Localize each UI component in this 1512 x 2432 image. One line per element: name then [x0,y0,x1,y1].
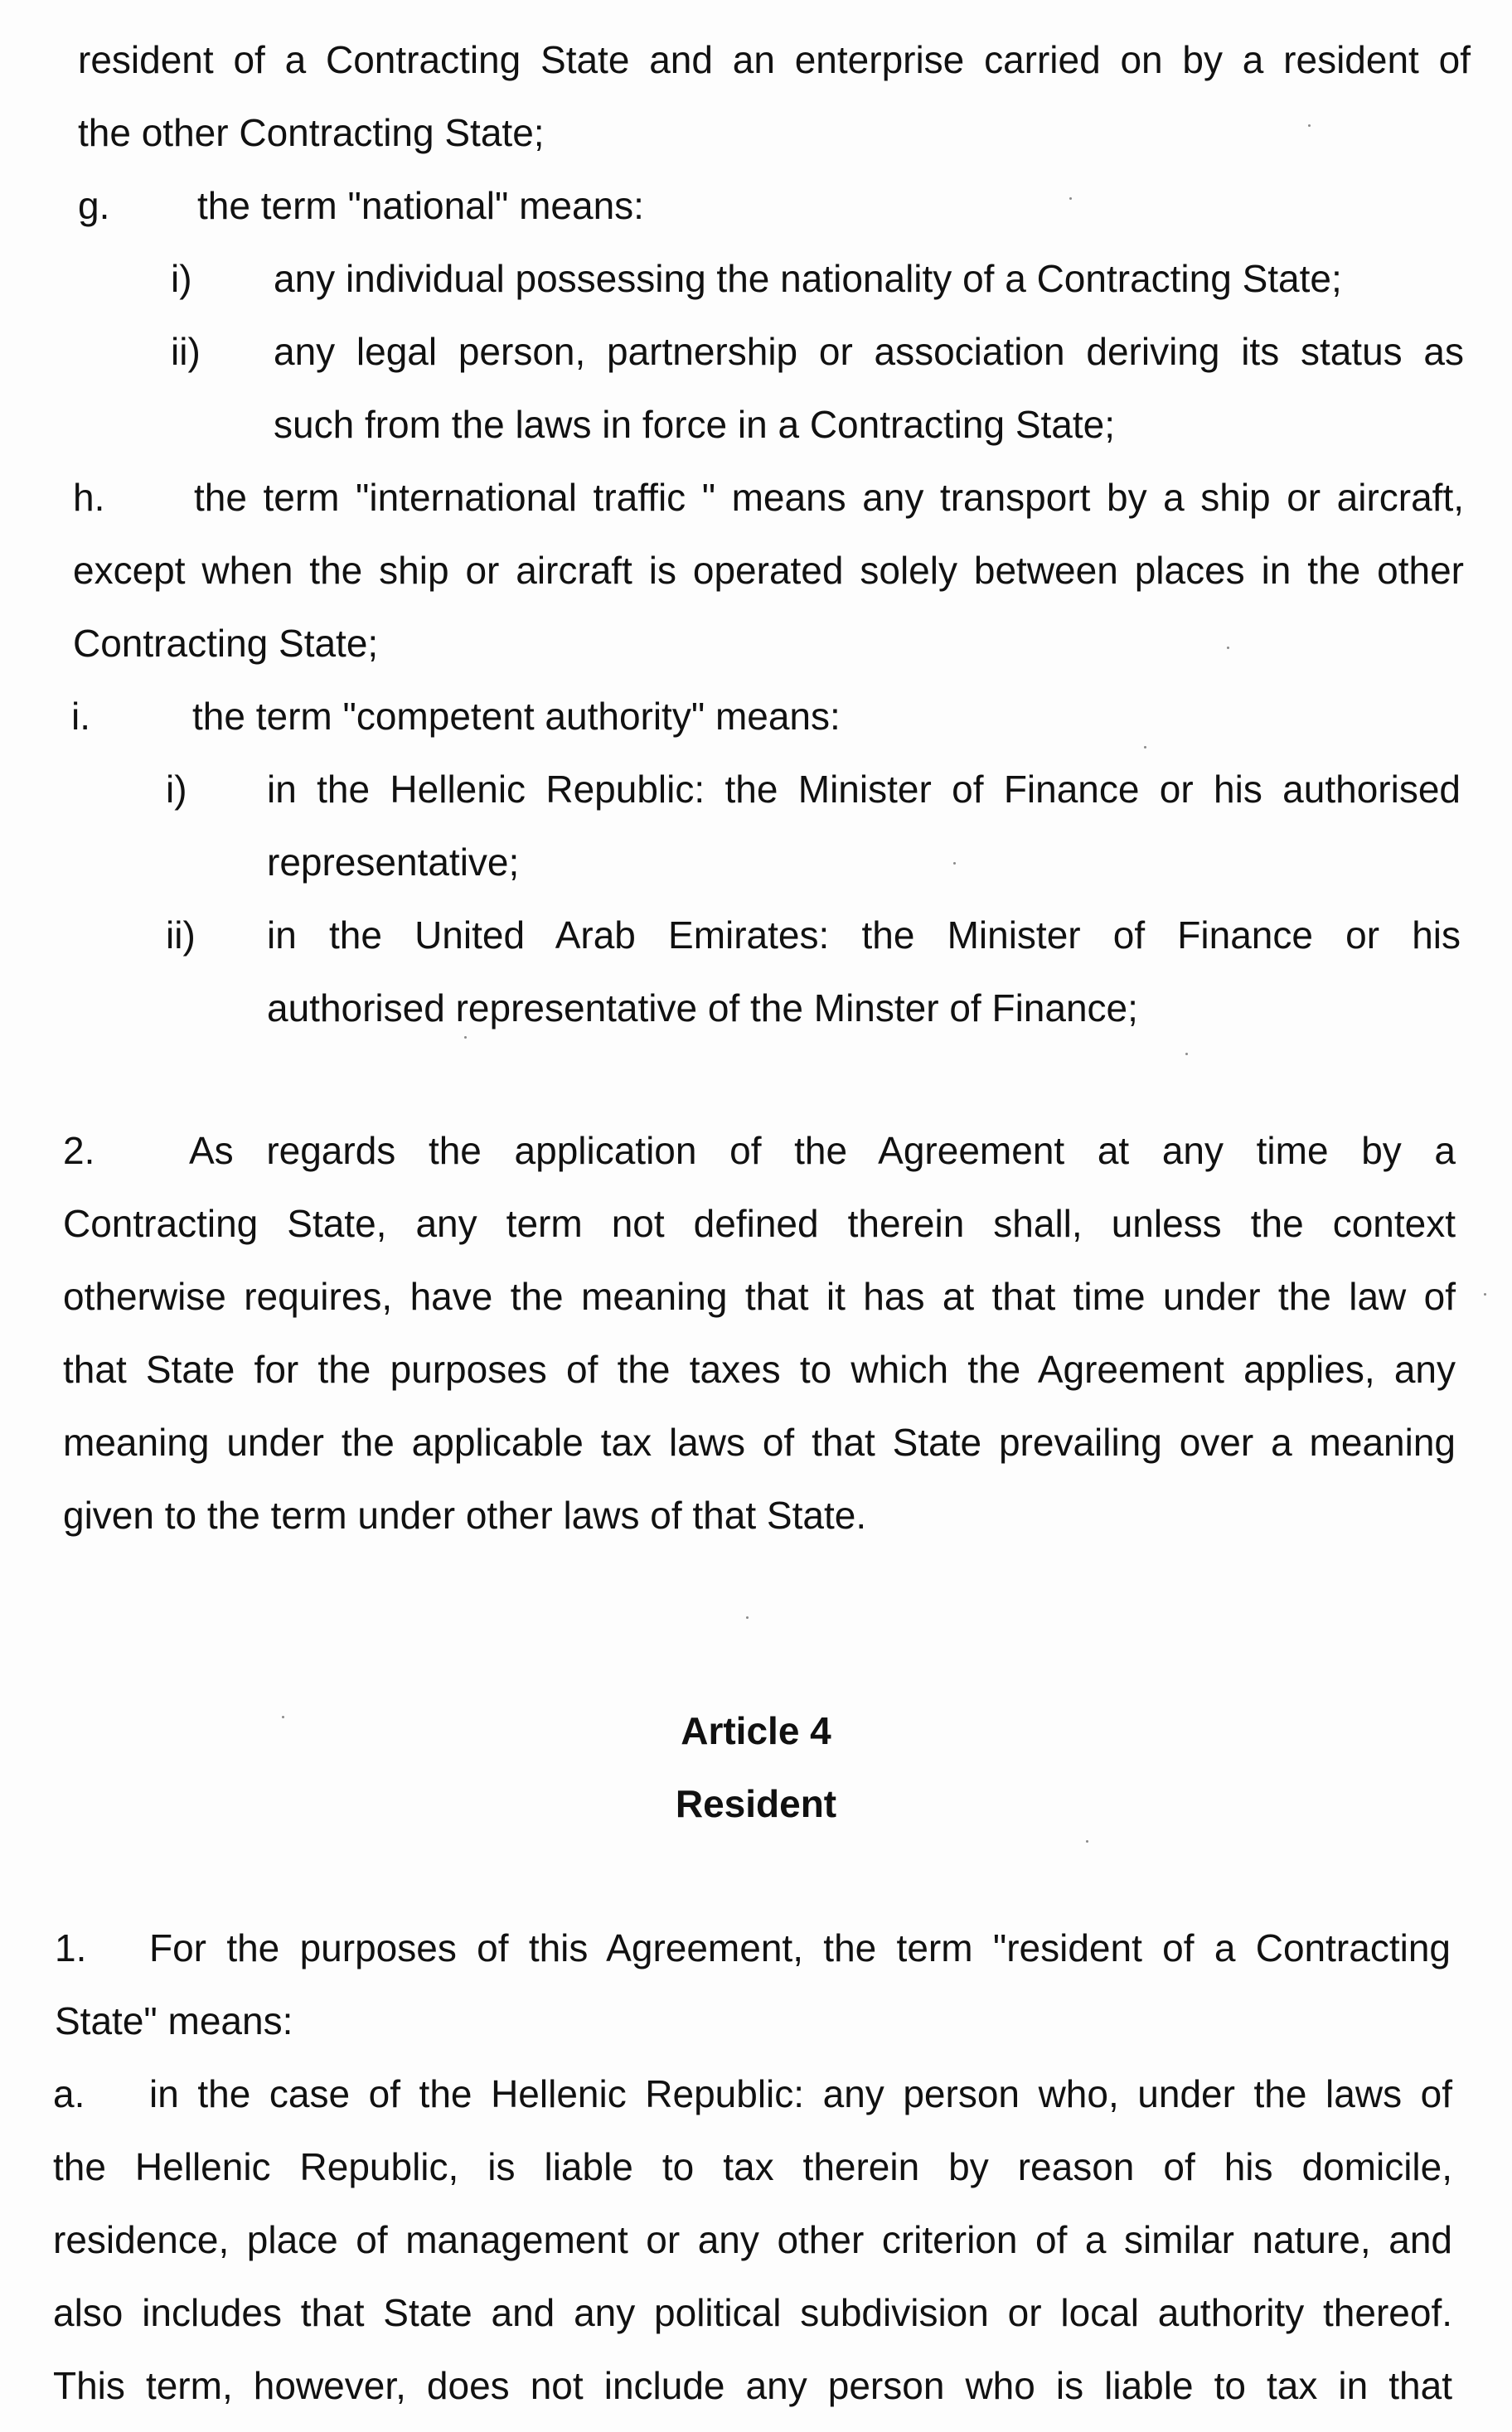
body-line: also includes that State and any political subdivision or local authority thereof. [53,2291,1452,2334]
scan-speck [1086,1840,1088,1843]
sub-list-line: authorised representative of the Minster of Finance; [267,986,1138,1029]
body-line: the other Contracting State; [78,111,545,154]
list-marker: i. [71,695,90,738]
sub-list-line: any legal person, partnership or association deriving its status as [274,330,1464,373]
body-line: otherwise requires, have the meaning that it has at that time under the law of [63,1275,1456,1318]
sub-list-line: in the Hellenic Republic: the Minister of Finance or his authorised [267,768,1461,811]
sub-list-line: in the United Arab Emirates: the Minister of Finance or his [267,913,1461,957]
sub-list-line: any individual possessing the nationality of a Contracting State; [274,257,1342,300]
sub-list-line: representative; [267,841,520,884]
article-number: Article 4 [681,1709,831,1752]
body-line: except when the ship or aircraft is operated solely between places in the other [73,549,1464,592]
scan-speck [1185,1053,1188,1055]
list-marker: h. [73,476,105,519]
scan-speck [1069,197,1072,200]
body-line: given to the term under other laws of that State. [63,1494,867,1537]
list-marker: a. [53,2072,85,2115]
body-line: the term "international traffic " means any transport by a ship or aircraft, [194,476,1464,519]
definition-heading: the term "competent authority" means: [192,695,841,738]
scan-speck [746,1616,749,1619]
body-line: in the case of the Hellenic Republic: any person who, under the laws of [149,2072,1452,2115]
body-line: This term, however, does not include any person who is liable to tax in that [53,2364,1452,2407]
definition-heading: the term "national" means: [197,184,644,227]
body-line: Contracting State; [73,622,379,665]
body-line: resident of a Contracting State and an enterprise carried on by a resident of [78,38,1471,81]
scan-speck [1308,124,1311,127]
body-line: that State for the purposes of the taxes to which the Agreement applies, any [63,1348,1456,1391]
article-title: Resident [675,1782,837,1825]
paragraph-number: 1. [55,1926,87,1969]
sub-list-marker: i) [166,768,187,811]
scan-speck [282,1716,284,1718]
body-line: As regards the application of the Agreement at any time by a [189,1129,1456,1172]
scan-speck [1227,647,1229,649]
body-line: the Hellenic Republic, is liable to tax therein by reason of his domicile, [53,2145,1452,2188]
body-line: For the purposes of this Agreement, the term "resident of a Contracting [149,1926,1451,1969]
body-line: Contracting State, any term not defined therein shall, unless the context [63,1202,1456,1245]
body-line: residence, place of management or any other criterion of a similar nature, and [53,2218,1452,2261]
sub-list-marker: i) [171,257,192,300]
list-marker: g. [78,184,110,227]
body-line: meaning under the applicable tax laws of that State prevailing over a meaning [63,1421,1456,1464]
body-line: State" means: [55,1999,293,2042]
scan-speck [1484,1293,1486,1296]
scan-speck [464,1036,467,1039]
sub-list-marker: ii) [166,913,196,957]
sub-list-marker: ii) [171,330,201,373]
scan-speck [1144,746,1146,748]
paragraph-number: 2. [63,1129,95,1172]
sub-list-line: such from the laws in force in a Contracting State; [274,403,1116,446]
scan-speck [953,862,956,865]
